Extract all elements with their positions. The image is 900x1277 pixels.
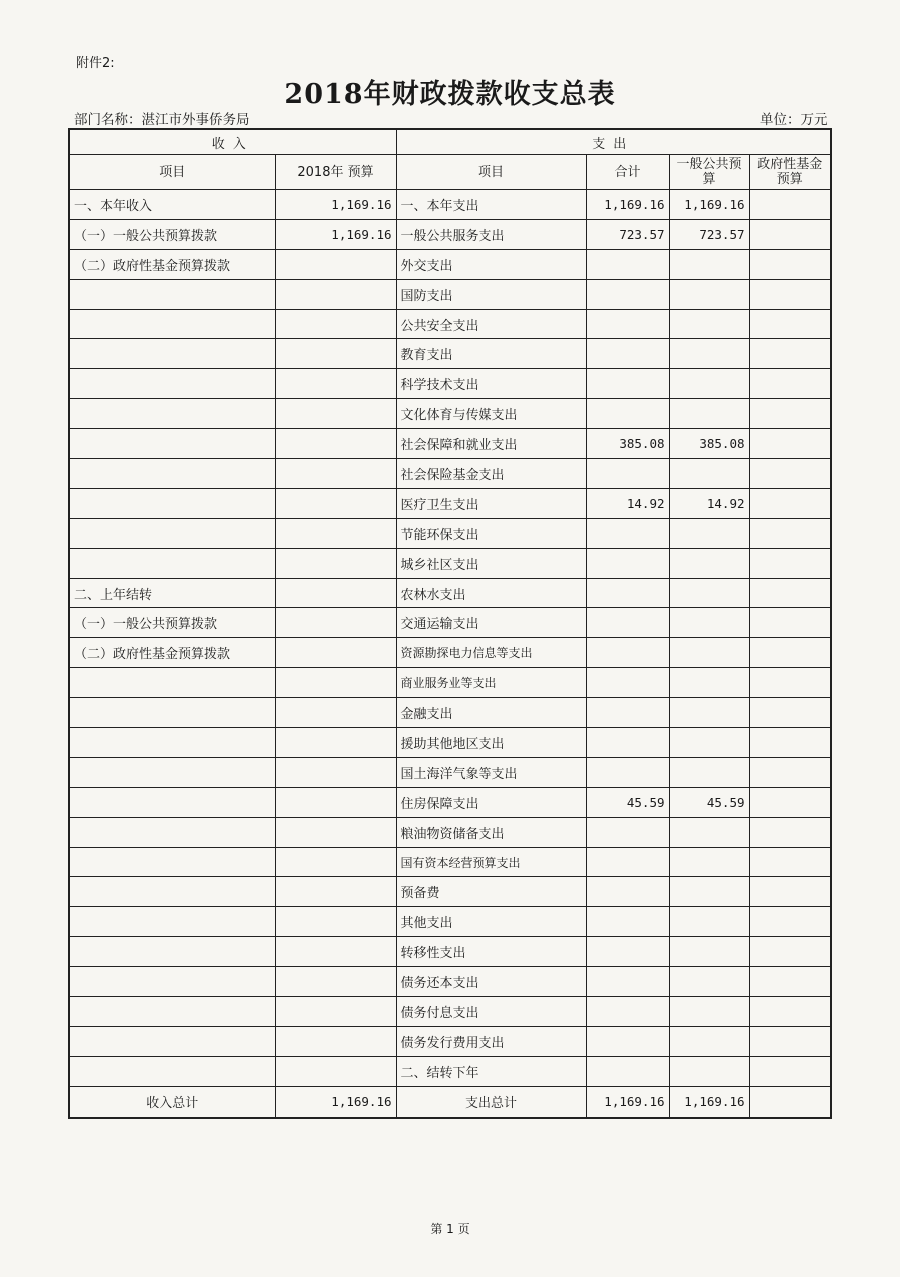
income-amount-cell: 1,169.16 bbox=[275, 219, 396, 249]
income-total-label: 收入总计 bbox=[69, 1086, 275, 1118]
fund-budget-cell bbox=[749, 668, 831, 698]
table-row bbox=[69, 907, 831, 937]
general-budget-cell bbox=[669, 757, 749, 787]
expense-item-cell: 交通运输支出 bbox=[396, 608, 586, 638]
general-budget-cell bbox=[669, 668, 749, 698]
general-budget-cell bbox=[669, 249, 749, 279]
income-amount-cell bbox=[275, 459, 396, 489]
income-item-cell bbox=[69, 1056, 275, 1086]
income-item-cell bbox=[69, 399, 275, 429]
department-name: 部门名称：湛江市外事侨务局 bbox=[74, 112, 250, 128]
expense-item-cell: 债务发行费用支出 bbox=[396, 1026, 586, 1056]
total-header: 合计 bbox=[586, 155, 669, 190]
general-budget-cell: 723.57 bbox=[669, 219, 749, 249]
general-budget-cell bbox=[669, 518, 749, 548]
fund-budget-cell bbox=[749, 518, 831, 548]
fund-budget-cell bbox=[749, 1056, 831, 1086]
expense-total-cell bbox=[586, 578, 669, 608]
fund-budget-cell bbox=[749, 787, 831, 817]
section-header-row bbox=[69, 129, 831, 155]
general-budget-cell bbox=[669, 339, 749, 369]
fund-budget-cell bbox=[749, 190, 831, 220]
expense-total-cell bbox=[586, 937, 669, 967]
general-budget-header: 一般公共预算 bbox=[669, 155, 749, 190]
expense-item-cell: 预备费 bbox=[396, 877, 586, 907]
table-row bbox=[69, 937, 831, 967]
fund-budget-cell bbox=[749, 728, 831, 758]
income-item-cell bbox=[69, 488, 275, 518]
general-budget-cell bbox=[669, 997, 749, 1027]
expense-total-cell bbox=[586, 997, 669, 1027]
table-row bbox=[69, 1056, 831, 1086]
expense-total-cell: 14.92 bbox=[586, 488, 669, 518]
income-amount-cell bbox=[275, 608, 396, 638]
fund-budget-cell bbox=[749, 877, 831, 907]
income-amount-cell: 1,169.16 bbox=[275, 190, 396, 220]
fund-budget-cell bbox=[749, 698, 831, 728]
income-amount-cell bbox=[275, 1056, 396, 1086]
income-amount-cell bbox=[275, 757, 396, 787]
expense-item-cell: 其他支出 bbox=[396, 907, 586, 937]
expense-item-cell: 粮油物资储备支出 bbox=[396, 817, 586, 847]
income-amount-cell bbox=[275, 787, 396, 817]
fund-budget-cell bbox=[749, 817, 831, 847]
income-item-cell: （二）政府性基金预算拨款 bbox=[69, 638, 275, 668]
expense-item-cell: 金融支出 bbox=[396, 698, 586, 728]
expense-total-cell bbox=[586, 847, 669, 877]
general-budget-cell bbox=[669, 459, 749, 489]
income-amount-cell bbox=[275, 399, 396, 429]
general-budget-cell bbox=[669, 608, 749, 638]
expense-item-cell: 援助其他地区支出 bbox=[396, 728, 586, 758]
expense-item-cell: 债务付息支出 bbox=[396, 997, 586, 1027]
expense-total-cell bbox=[586, 817, 669, 847]
income-amount-cell bbox=[275, 847, 396, 877]
expense-item-cell: 住房保障支出 bbox=[396, 787, 586, 817]
column-header-row bbox=[69, 155, 831, 190]
fund-budget-cell bbox=[749, 757, 831, 787]
expense-item-cell: 教育支出 bbox=[396, 339, 586, 369]
table-row bbox=[69, 877, 831, 907]
expense-item-cell: 科学技术支出 bbox=[396, 369, 586, 399]
expense-total-cell bbox=[586, 877, 669, 907]
fund-budget-cell bbox=[749, 488, 831, 518]
expense-total-cell bbox=[586, 309, 669, 339]
general-budget-cell bbox=[669, 309, 749, 339]
income-amount-cell bbox=[275, 997, 396, 1027]
income-item-cell bbox=[69, 309, 275, 339]
fund-budget-cell bbox=[749, 847, 831, 877]
fund-budget-cell bbox=[749, 608, 831, 638]
income-amount-cell bbox=[275, 309, 396, 339]
fund-budget-cell bbox=[749, 578, 831, 608]
expense-item-cell: 节能环保支出 bbox=[396, 518, 586, 548]
income-item-cell bbox=[69, 518, 275, 548]
expense-total-cell bbox=[586, 638, 669, 668]
expense-item-cell: 债务还本支出 bbox=[396, 967, 586, 997]
expense-total-cell bbox=[586, 1056, 669, 1086]
unit-label: 单位：万元 bbox=[760, 112, 828, 128]
fund-budget-cell bbox=[749, 459, 831, 489]
expense-total-cell bbox=[586, 518, 669, 548]
expense-item-cell: 外交支出 bbox=[396, 249, 586, 279]
income-amount-cell bbox=[275, 817, 396, 847]
income-item-cell bbox=[69, 429, 275, 459]
general-budget-cell bbox=[669, 369, 749, 399]
table-row bbox=[69, 1026, 831, 1056]
table-row bbox=[69, 190, 831, 220]
income-amount-cell bbox=[275, 907, 396, 937]
income-item-cell: （一）一般公共预算拨款 bbox=[69, 219, 275, 249]
expense-item-cell: 社会保险基金支出 bbox=[396, 459, 586, 489]
expense-total-cell bbox=[586, 907, 669, 937]
income-amount-cell bbox=[275, 1026, 396, 1056]
expense-item-cell: 一、本年支出 bbox=[396, 190, 586, 220]
income-item-cell bbox=[69, 668, 275, 698]
expense-total-cell bbox=[586, 728, 669, 758]
expense-item-cell: 商业服务业等支出 bbox=[396, 668, 586, 698]
income-amount-cell bbox=[275, 249, 396, 279]
expense-total-cell bbox=[586, 279, 669, 309]
table-row bbox=[69, 249, 831, 279]
attachment-label: 附件2: bbox=[76, 56, 115, 71]
fund-budget-total bbox=[749, 1086, 831, 1118]
general-budget-cell: 1,169.16 bbox=[669, 190, 749, 220]
income-amount-cell bbox=[275, 638, 396, 668]
expense-total-cell bbox=[586, 548, 669, 578]
income-item-cell bbox=[69, 369, 275, 399]
page-title: 2018年财政拨款收支总表 bbox=[284, 79, 616, 110]
income-item-cell bbox=[69, 847, 275, 877]
income-amount-cell bbox=[275, 698, 396, 728]
income-budget-header: 2018年 预算 bbox=[275, 155, 396, 190]
expense-total-cell bbox=[586, 608, 669, 638]
table-row bbox=[69, 668, 831, 698]
expense-total-cell bbox=[586, 967, 669, 997]
income-amount-cell bbox=[275, 518, 396, 548]
fund-budget-cell bbox=[749, 279, 831, 309]
table-row bbox=[69, 728, 831, 758]
income-item-cell bbox=[69, 907, 275, 937]
table-row bbox=[69, 847, 831, 877]
budget-summary-table bbox=[68, 128, 832, 1119]
income-item-cell bbox=[69, 877, 275, 907]
expense-item-cell: 医疗卫生支出 bbox=[396, 488, 586, 518]
fund-budget-cell bbox=[749, 369, 831, 399]
income-total-amount: 1,169.16 bbox=[275, 1086, 396, 1118]
table-row bbox=[69, 309, 831, 339]
table-row bbox=[69, 757, 831, 787]
income-amount-cell bbox=[275, 429, 396, 459]
expense-item-cell: 一般公共服务支出 bbox=[396, 219, 586, 249]
expense-total-cell bbox=[586, 698, 669, 728]
general-budget-cell bbox=[669, 578, 749, 608]
fund-budget-cell bbox=[749, 309, 831, 339]
fund-budget-cell bbox=[749, 1026, 831, 1056]
general-budget-cell bbox=[669, 279, 749, 309]
expense-item-cell: 国土海洋气象等支出 bbox=[396, 757, 586, 787]
expense-total-amount: 1,169.16 bbox=[586, 1086, 669, 1118]
general-budget-cell bbox=[669, 1026, 749, 1056]
expense-total-cell bbox=[586, 369, 669, 399]
expense-total-cell bbox=[586, 459, 669, 489]
expense-total-cell: 45.59 bbox=[586, 787, 669, 817]
income-section-header: 收入 bbox=[69, 129, 396, 155]
expense-total-cell: 385.08 bbox=[586, 429, 669, 459]
table-row bbox=[69, 548, 831, 578]
income-item-cell bbox=[69, 817, 275, 847]
general-budget-total: 1,169.16 bbox=[669, 1086, 749, 1118]
table-row bbox=[69, 817, 831, 847]
table-row bbox=[69, 369, 831, 399]
income-amount-cell bbox=[275, 548, 396, 578]
table-row bbox=[69, 488, 831, 518]
general-budget-cell bbox=[669, 877, 749, 907]
table-row bbox=[69, 967, 831, 997]
fund-budget-cell bbox=[749, 249, 831, 279]
fund-budget-cell bbox=[749, 997, 831, 1027]
expense-item-cell: 文化体育与传媒支出 bbox=[396, 399, 586, 429]
general-budget-cell bbox=[669, 698, 749, 728]
table-row bbox=[69, 787, 831, 817]
table-row bbox=[69, 578, 831, 608]
fund-budget-cell bbox=[749, 548, 831, 578]
general-budget-cell bbox=[669, 548, 749, 578]
income-amount-cell bbox=[275, 369, 396, 399]
general-budget-cell: 385.08 bbox=[669, 429, 749, 459]
income-item-cell bbox=[69, 279, 275, 309]
expense-total-cell bbox=[586, 1026, 669, 1056]
general-budget-cell bbox=[669, 728, 749, 758]
general-budget-cell bbox=[669, 1056, 749, 1086]
table-row bbox=[69, 459, 831, 489]
income-item-cell bbox=[69, 698, 275, 728]
table-row bbox=[69, 997, 831, 1027]
income-item-cell bbox=[69, 548, 275, 578]
table-row bbox=[69, 279, 831, 309]
general-budget-cell bbox=[669, 399, 749, 429]
income-item-cell: （二）政府性基金预算拨款 bbox=[69, 249, 275, 279]
expense-item-cell: 城乡社区支出 bbox=[396, 548, 586, 578]
expense-total-cell: 723.57 bbox=[586, 219, 669, 249]
page-number: 第 1 页 bbox=[430, 1222, 470, 1236]
fund-budget-header: 政府性基金预算 bbox=[749, 155, 831, 190]
expense-total-cell bbox=[586, 339, 669, 369]
income-amount-cell bbox=[275, 967, 396, 997]
fund-budget-cell bbox=[749, 967, 831, 997]
expense-item-cell: 公共安全支出 bbox=[396, 309, 586, 339]
income-amount-cell bbox=[275, 578, 396, 608]
table-row bbox=[69, 399, 831, 429]
income-item-cell: 二、上年结转 bbox=[69, 578, 275, 608]
income-item-cell bbox=[69, 757, 275, 787]
expense-section-header: 支出 bbox=[396, 129, 831, 155]
income-item-cell bbox=[69, 937, 275, 967]
general-budget-cell bbox=[669, 937, 749, 967]
expense-total-cell bbox=[586, 249, 669, 279]
fund-budget-cell bbox=[749, 638, 831, 668]
income-item-cell bbox=[69, 728, 275, 758]
table-row bbox=[69, 698, 831, 728]
income-amount-cell bbox=[275, 728, 396, 758]
income-item-cell bbox=[69, 997, 275, 1027]
fund-budget-cell bbox=[749, 907, 831, 937]
expense-item-cell: 农林水支出 bbox=[396, 578, 586, 608]
expense-item-cell: 资源勘探电力信息等支出 bbox=[396, 638, 586, 668]
expense-total-cell bbox=[586, 757, 669, 787]
general-budget-cell bbox=[669, 847, 749, 877]
expense-item-header: 项目 bbox=[396, 155, 586, 190]
general-budget-cell bbox=[669, 638, 749, 668]
totals-row bbox=[69, 1086, 831, 1118]
income-item-cell: （一）一般公共预算拨款 bbox=[69, 608, 275, 638]
general-budget-cell bbox=[669, 967, 749, 997]
expense-total-cell bbox=[586, 399, 669, 429]
general-budget-cell: 14.92 bbox=[669, 488, 749, 518]
expense-item-cell: 国防支出 bbox=[396, 279, 586, 309]
table-row bbox=[69, 339, 831, 369]
general-budget-cell bbox=[669, 907, 749, 937]
fund-budget-cell bbox=[749, 399, 831, 429]
income-amount-cell bbox=[275, 937, 396, 967]
table-row bbox=[69, 429, 831, 459]
expense-total-label: 支出总计 bbox=[396, 1086, 586, 1118]
general-budget-cell bbox=[669, 817, 749, 847]
table-row bbox=[69, 219, 831, 249]
fund-budget-cell bbox=[749, 219, 831, 249]
income-item-cell bbox=[69, 787, 275, 817]
expense-item-cell: 二、结转下年 bbox=[396, 1056, 586, 1086]
expense-item-cell: 转移性支出 bbox=[396, 937, 586, 967]
income-amount-cell bbox=[275, 339, 396, 369]
income-item-cell bbox=[69, 339, 275, 369]
expense-item-cell: 国有资本经营预算支出 bbox=[396, 847, 586, 877]
income-item-cell: 一、本年收入 bbox=[69, 190, 275, 220]
income-item-header: 项目 bbox=[69, 155, 275, 190]
income-amount-cell bbox=[275, 488, 396, 518]
income-amount-cell bbox=[275, 668, 396, 698]
general-budget-cell: 45.59 bbox=[669, 787, 749, 817]
table-row bbox=[69, 518, 831, 548]
income-amount-cell bbox=[275, 279, 396, 309]
expense-total-cell bbox=[586, 668, 669, 698]
income-item-cell bbox=[69, 459, 275, 489]
fund-budget-cell bbox=[749, 339, 831, 369]
expense-item-cell: 社会保障和就业支出 bbox=[396, 429, 586, 459]
income-item-cell bbox=[69, 1026, 275, 1056]
income-amount-cell bbox=[275, 877, 396, 907]
income-item-cell bbox=[69, 967, 275, 997]
fund-budget-cell bbox=[749, 429, 831, 459]
table-row bbox=[69, 638, 831, 668]
fund-budget-cell bbox=[749, 937, 831, 967]
expense-total-cell: 1,169.16 bbox=[586, 190, 669, 220]
table-row bbox=[69, 608, 831, 638]
